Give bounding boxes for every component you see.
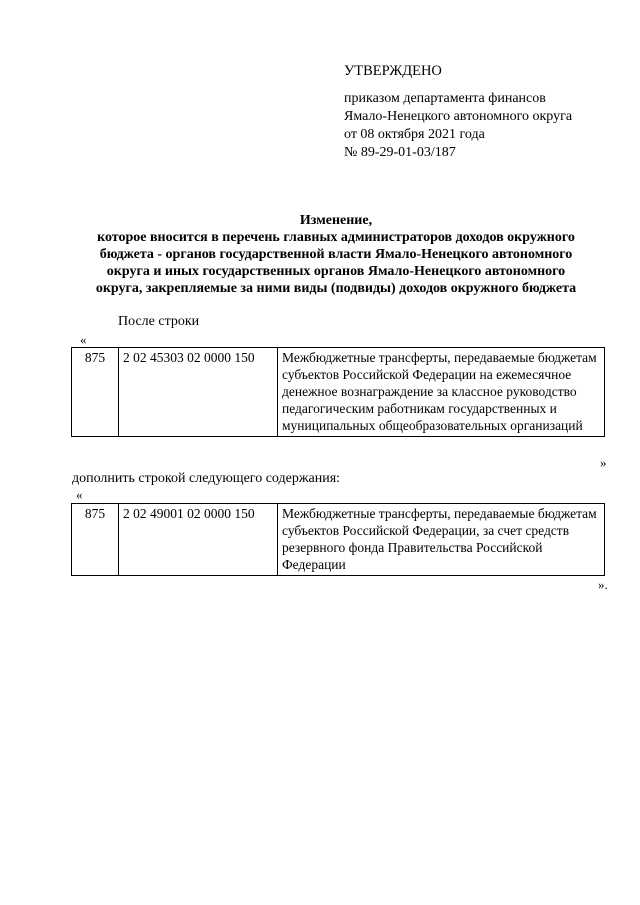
income-name-cell: Межбюджетные трансферты, передаваемые бюджетам субъектов Российской Федерации на ежемесячное денежное вознаграждение за классное руководство педагогическим работникам государственных и муниципальных общеобразовательных организаций <box>278 348 605 437</box>
admin-code-cell: 875 <box>72 504 119 576</box>
close-quote-final: ». <box>598 577 608 592</box>
table-row <box>72 348 605 437</box>
existing-row-table <box>71 347 605 437</box>
kbk-cell: 2 02 45303 02 0000 150 <box>119 348 278 437</box>
kbk-cell: 2 02 49001 02 0000 150 <box>119 504 278 576</box>
title-line: Изменение, <box>299 213 373 228</box>
after-row-label: После строки <box>118 314 200 329</box>
approval-line-number: № 89-29-01-03/187 <box>344 145 456 160</box>
add-row-label: дополнить строкой следующего содержания: <box>72 471 341 486</box>
approval-line-order: приказом департамента финансов <box>344 91 546 106</box>
close-quote: » <box>600 455 607 470</box>
title-line: которое вносится в перечень главных администраторов доходов окружного <box>97 230 575 245</box>
open-quote: « <box>76 487 83 502</box>
document-title <box>60 212 612 297</box>
new-row-table <box>71 503 605 576</box>
approval-line-date: от 08 октября 2021 года <box>344 127 485 142</box>
approval-details <box>344 90 572 162</box>
approved-stamp: УТВЕРЖДЕНО <box>344 63 442 79</box>
approval-line-region: Ямало-Ненецкого автономного округа <box>344 109 573 124</box>
table-row <box>72 504 605 576</box>
title-line: бюджета - органов государственной власти Ямало-Ненецкого автономного <box>99 247 573 262</box>
income-name-cell: Межбюджетные трансферты, передаваемые бюджетам субъектов Российской Федерации, за счет средств резервного фонда Правительства Российской Федерации <box>278 504 605 576</box>
title-line: округа и иных государственных органов Ямало-Ненецкого автономного <box>106 264 566 279</box>
open-quote: « <box>80 332 87 347</box>
title-line: округа, закрепляемые за ними виды (подвиды) доходов окружного бюджета <box>95 281 577 296</box>
admin-code-cell: 875 <box>72 348 119 437</box>
